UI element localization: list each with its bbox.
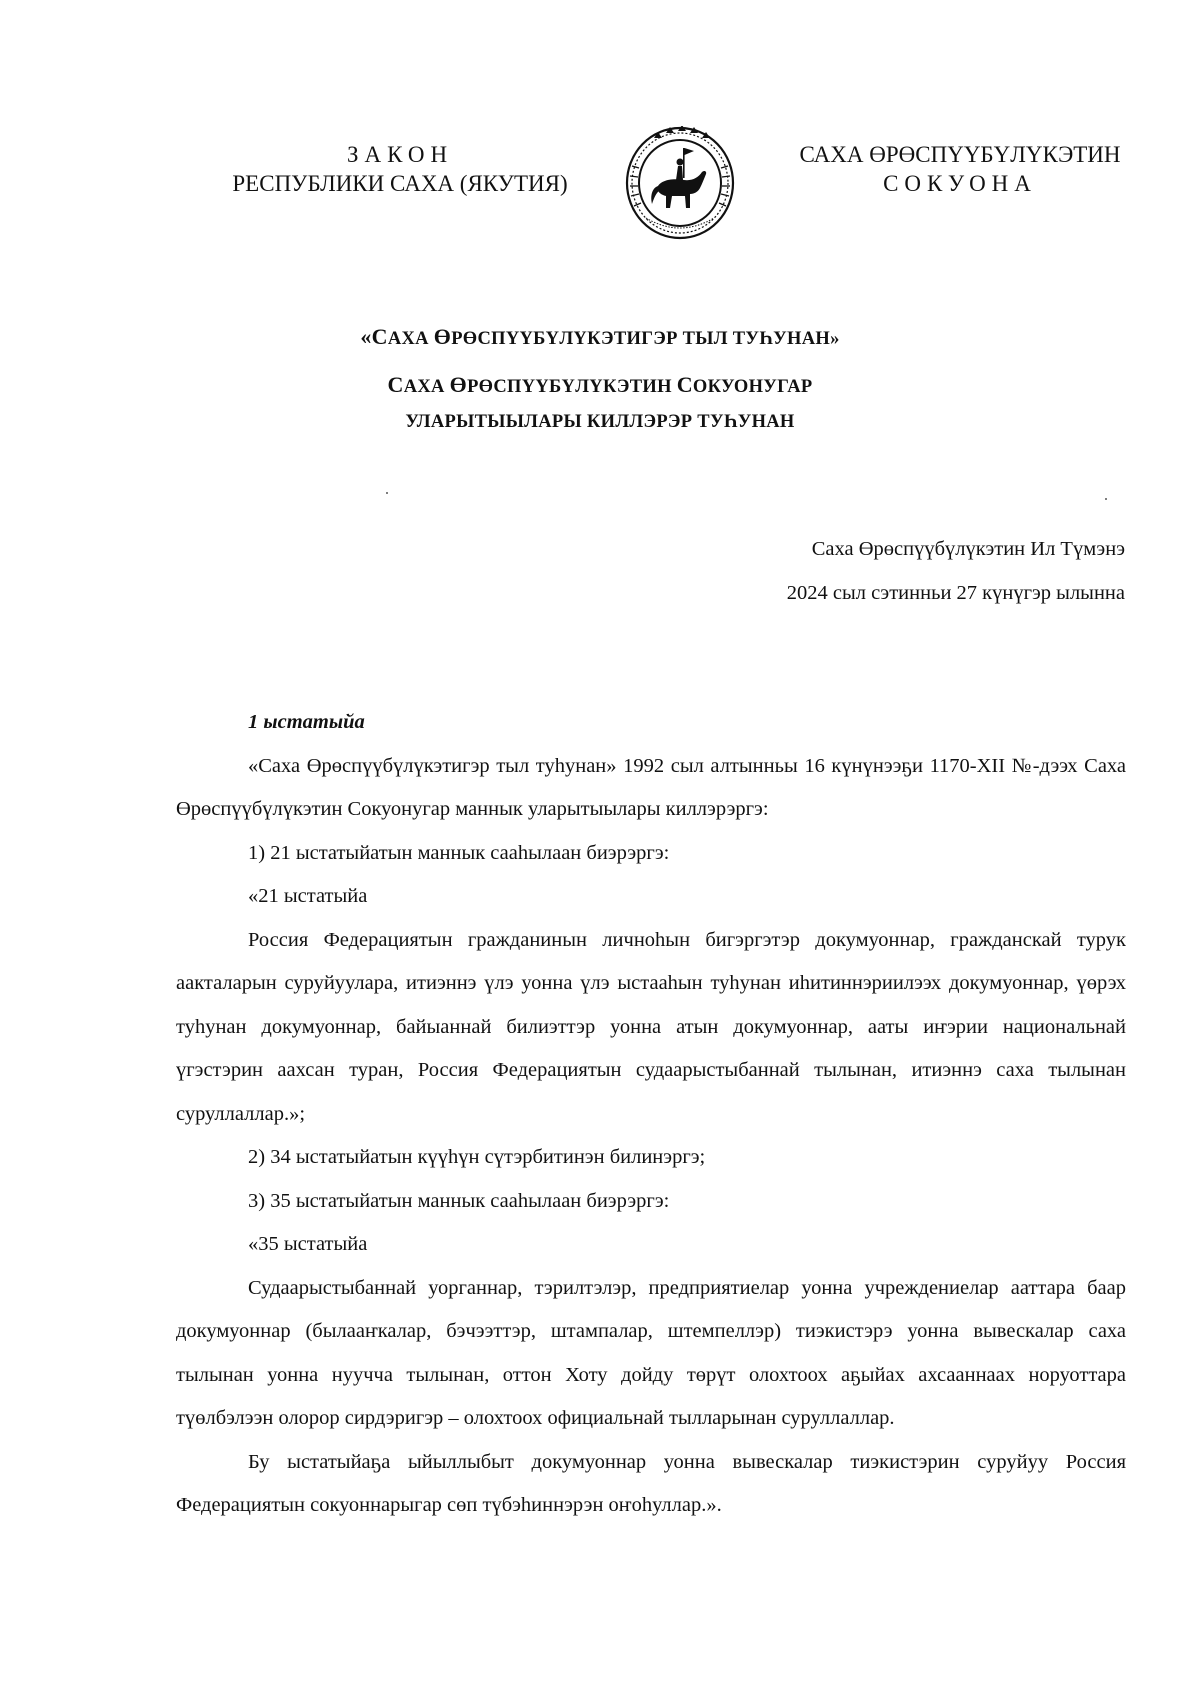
law-title-line-1: [150, 324, 1050, 350]
law-title-line-3: УЛАРЫТЫЫЛАРЫ КИЛЛЭРЭР ТУҺУНАН: [405, 412, 795, 432]
article-paragraph: 2) 34 ыстатыйатын күүһүн сүтэрбитинэн билинэргэ;: [248, 1146, 706, 1168]
title-fragment: АХА: [387, 329, 434, 349]
article-paragraph: Судаарыстыбаннай уорганнар, тэрилтэлэр, предприятиелар уонна учреждениелар ааттара баар докумуоннар (былааҥкалар, бэчээттэр, штампалар, штемпеллэр) тиэкистэрэ уонна вывескалар саха тылынан уонна нуучча тылынан, оттон Хоту дойду төрүт олохтоох аҕыйах ахсааннаах норуоттара түөлбэлээн олорор сирдэригэр – олохтоох официальнай тылларынан суруллаллар.: [176, 1276, 1126, 1429]
scan-speck: [1105, 498, 1107, 500]
law-body: [176, 701, 1126, 1528]
article-heading: 1 ыстатыйа: [248, 711, 365, 733]
article-paragraph: 1) 21 ыстатыйатын маннык сааһылаан биэрэргэ:: [248, 841, 670, 864]
article-paragraph: «35 ыстатыйа: [248, 1233, 368, 1255]
title-fragment: С: [676, 372, 693, 397]
title-fragment: АХА: [403, 377, 450, 397]
adoption-date: 2024 сыл сэтинньи 27 күнүгэр ылынна: [786, 582, 1125, 604]
title-fragment: Ө: [433, 324, 452, 349]
scan-speck: [386, 492, 388, 494]
header-right: [770, 140, 1150, 198]
title-fragment: РӨСПҮҮБҮЛҮКЭТИГЭР ТЫЛ ТУҺУНАН»: [451, 329, 840, 349]
header-law-label: ЗАКОН: [346, 142, 454, 167]
title-fragment: «С: [360, 324, 388, 349]
adopting-body: Саха Өрөспүүбүлүкэтин Ил Түмэнэ: [811, 538, 1125, 560]
article-paragraph: 3) 35 ыстатыйатын маннык сааһылаан биэрэргэ:: [248, 1189, 670, 1212]
header-republic-name-sakha: САХА ӨРӨСПҮҮБҮЛҮКЭТИН: [799, 142, 1121, 167]
header-law-label-sakha: СОКУОНА: [883, 171, 1037, 196]
article-paragraph: «Саха Өрөспүүбүлүкэтигэр тыл туһунан» 1992 сыл алтынньы 16 күнүнээҕи 1170-XII №-дээх Саха Өрөспүүбүлүкэтин Сокуонугар маннык уларытыылары киллэрэргэ:: [176, 754, 1126, 820]
header-left: [200, 140, 600, 198]
title-fragment: С: [387, 372, 404, 397]
article-paragraph: «21 ыстатыйа: [248, 885, 368, 907]
header-republic-name: РЕСПУБЛИКИ САХА (ЯКУТИЯ): [232, 171, 568, 196]
title-fragment: ОКУОНУГАР: [692, 377, 813, 397]
title-fragment: РӨСПҮҮБҮЛҮКЭТИН: [467, 377, 677, 397]
sakha-republic-emblem-icon: [624, 126, 736, 240]
article-paragraph: Россия Федерациятын гражданинын личноһын бигэргэтэр докумуоннар, гражданскай турук аакталарын суруйуулара, итиэннэ үлэ уонна үлэ ыстааһын туһунан иһитиннэриилээх докумуоннар, үөрэх туһунан докумуоннар, байыаннай билиэттэр уонна атын докумуоннар, ааты иҥэрии национальнай үгэстэрин аахсан туран, Россия Федерациятын судаарыстыбаннай тылынан, итиэннэ саха тылынан суруллаллар.»;: [176, 928, 1126, 1125]
law-title-line-2: [150, 372, 1050, 398]
title-fragment: Ө: [449, 372, 468, 397]
article-paragraph: Бу ыстатыйаҕа ыйыллыбыт докумуоннар уонна вывескалар тиэкистэрин суруйуу Россия Федерациятын сокуоннарыгар сөп түбэһиннэрэн оҥоһуллар.».: [176, 1450, 1126, 1516]
